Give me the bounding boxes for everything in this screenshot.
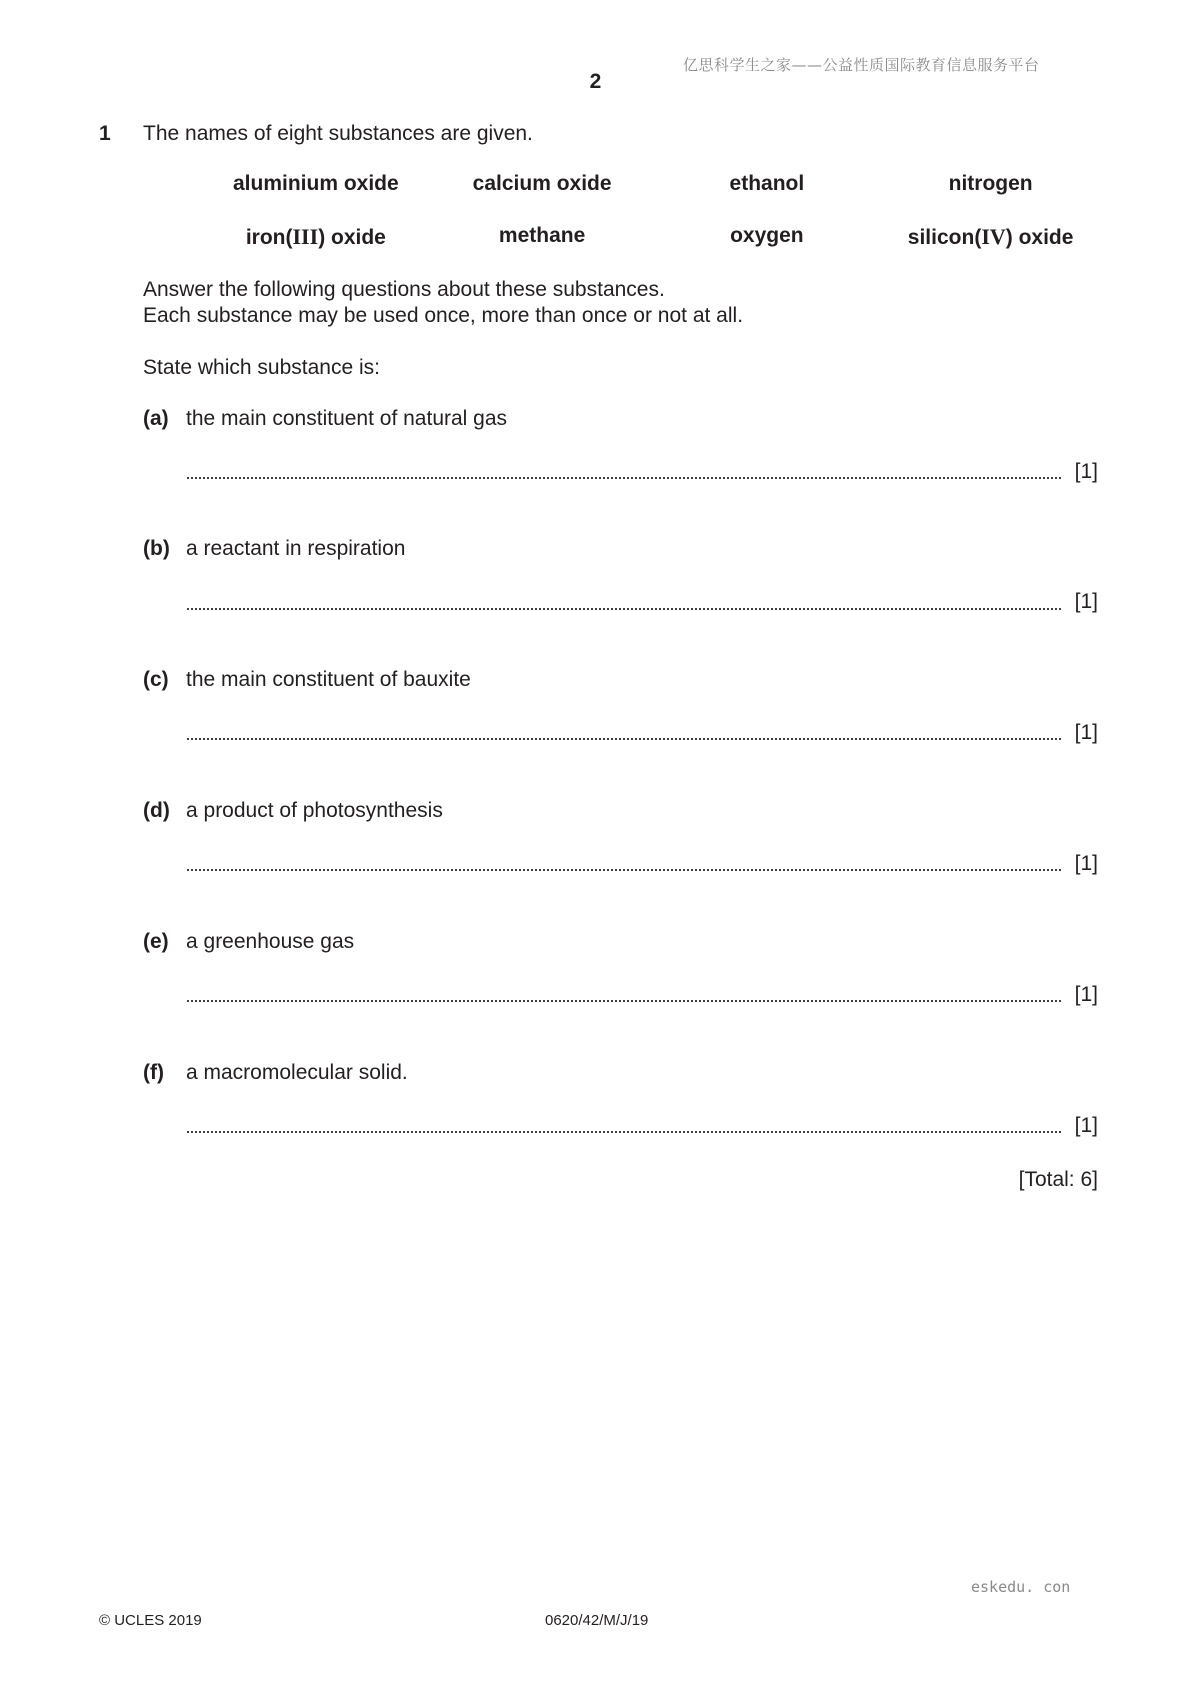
part-a-text: the main constituent of natural gas xyxy=(186,407,508,430)
substance-row-1 xyxy=(200,172,1100,224)
part-e-label: (e) xyxy=(143,930,169,953)
total-marks: [Total: 6] xyxy=(1018,1168,1098,1191)
part-f-label: (f) xyxy=(143,1061,164,1084)
part-a-mark: [1] xyxy=(1074,460,1098,483)
part-c-label: (c) xyxy=(143,668,169,691)
part-f-text: a macromolecular solid. xyxy=(186,1061,408,1084)
part-e-answer-line[interactable] xyxy=(186,1000,1062,1002)
part-f-answer-line[interactable] xyxy=(186,1131,1062,1133)
question-number: 1 xyxy=(99,122,111,145)
substance-iron-iii-oxide: iron(III) oxide xyxy=(245,224,386,249)
part-e-text: a greenhouse gas xyxy=(186,930,355,953)
part-c-text: the main constituent of bauxite xyxy=(186,668,471,691)
part-d-text: a product of photosynthesis xyxy=(186,799,443,822)
part-e-mark: [1] xyxy=(1074,983,1098,1006)
footer-watermark: eskedu. con xyxy=(971,1578,1071,1596)
instruction-line-1: Answer the following questions about these substances. xyxy=(143,278,665,301)
substance-oxygen: oxygen xyxy=(730,224,804,247)
substance-aluminium-oxide: aluminium oxide xyxy=(233,172,399,195)
part-b-label: (b) xyxy=(143,537,170,560)
part-a-answer-line[interactable] xyxy=(186,477,1062,479)
page-number: 2 xyxy=(589,70,602,93)
part-f-mark: [1] xyxy=(1074,1114,1098,1137)
part-c-answer-line[interactable] xyxy=(186,738,1062,740)
footer-paper-code: 0620/42/M/J/19 xyxy=(545,1612,649,1629)
header-watermark: 亿思科学生之家——公益性质国际教育信息服务平台 xyxy=(683,56,1040,74)
instruction-line-2: Each substance may be used once, more than once or not at all. xyxy=(143,304,744,327)
substance-row-2 xyxy=(200,224,1100,276)
part-a-label: (a) xyxy=(143,407,169,430)
substance-ethanol: ethanol xyxy=(729,172,805,195)
part-c-mark: [1] xyxy=(1074,721,1098,744)
part-b-text: a reactant in respiration xyxy=(186,537,406,560)
footer-copyright: © UCLES 2019 xyxy=(99,1612,202,1629)
substance-list xyxy=(200,172,1100,276)
substance-silicon-iv-oxide: silicon(IV) oxide xyxy=(907,224,1074,249)
part-b-answer-line[interactable] xyxy=(186,608,1062,610)
part-b-mark: [1] xyxy=(1074,590,1098,613)
substance-calcium-oxide: calcium oxide xyxy=(472,172,612,195)
instruction-prompt: State which substance is: xyxy=(143,356,380,379)
part-d-mark: [1] xyxy=(1074,852,1098,875)
substance-nitrogen: nitrogen xyxy=(948,172,1033,195)
part-d-label: (d) xyxy=(143,799,170,822)
part-d-answer-line[interactable] xyxy=(186,869,1062,871)
substance-methane: methane xyxy=(498,224,586,247)
question-intro: The names of eight substances are given. xyxy=(143,122,533,145)
